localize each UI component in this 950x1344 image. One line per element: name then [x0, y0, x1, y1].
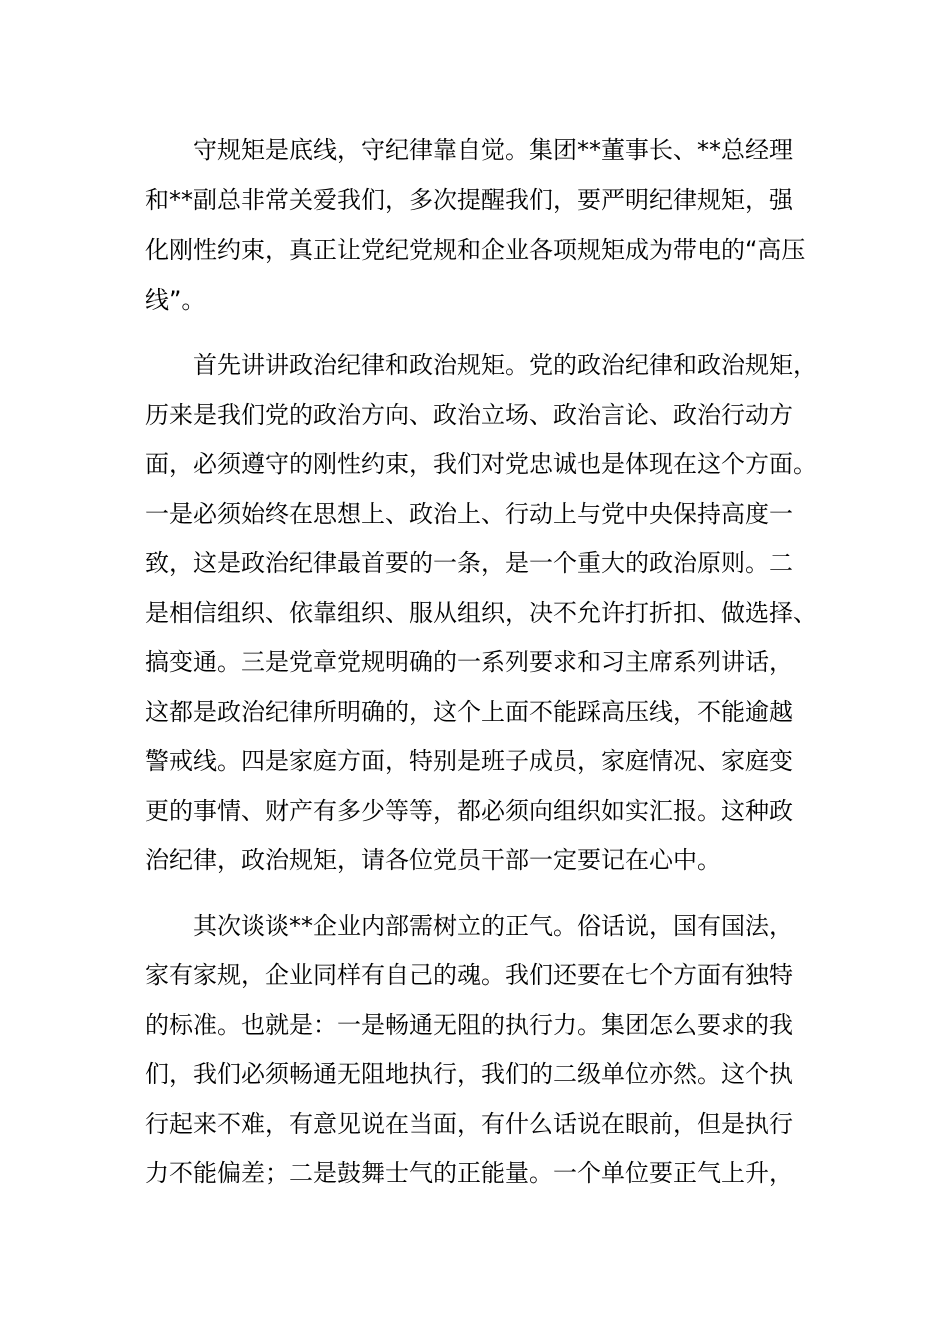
paragraph-line: 一是必须始终在思想上、政治上、行动上与党中央保持高度一: [145, 500, 793, 528]
paragraph-line: 致，这是政治纪律最首要的一条，是一个重大的政治原则。二: [145, 549, 793, 577]
paragraph-line: 首先讲讲政治纪律和政治规矩。党的政治纪律和政治规矩，: [193, 351, 817, 379]
paragraph-line: 更的事情、财产有多少等等，都必须向组织如实汇报。这种政: [145, 797, 793, 825]
paragraph-line: 面，必须遵守的刚性约束，我们对党忠诚也是体现在这个方面。: [145, 450, 817, 478]
paragraph-line: 们，我们必须畅通无阻地执行，我们的二级单位亦然。这个执: [145, 1060, 793, 1088]
paragraph-line: 化刚性约束，真正让党纪党规和企业各项规矩成为带电的“高压: [145, 236, 806, 264]
paragraph-line: 守规矩是底线，守纪律靠自觉。集团**董事长、**总经理: [193, 136, 793, 164]
paragraph-line: 家有家规，企业同样有自己的魂。我们还要在七个方面有独特: [145, 961, 793, 989]
paragraph-line: 其次谈谈**企业内部需树立的正气。俗话说，国有国法，: [193, 912, 793, 940]
paragraph-line: 力不能偏差；二是鼓舞士气的正能量。一个单位要正气上升，: [145, 1159, 793, 1187]
paragraph-line: 历来是我们党的政治方向、政治立场、政治言论、政治行动方: [145, 401, 793, 429]
paragraph-line: 搞变通。三是党章党规明确的一系列要求和习主席系列讲话，: [145, 648, 793, 676]
paragraph-line: 线”。: [145, 286, 206, 314]
paragraph-line: 行起来不难，有意见说在当面，有什么话说在眼前，但是执行: [145, 1110, 793, 1138]
paragraph-line: 这都是政治纪律所明确的，这个上面不能踩高压线，不能逾越: [145, 698, 793, 726]
paragraph-line: 和**副总非常关爱我们，多次提醒我们，要严明纪律规矩，强: [145, 186, 793, 214]
paragraph-line: 警戒线。四是家庭方面，特别是班子成员，家庭情况、家庭变: [145, 747, 793, 775]
paragraph-line: 是相信组织、依靠组织、服从组织，决不允许打折扣、做选择、: [145, 599, 817, 627]
paragraph-line: 治纪律，政治规矩，请各位党员干部一定要记在心中。: [145, 846, 721, 874]
paragraph-line: 的标准。也就是：一是畅通无阻的执行力。集团怎么要求的我: [145, 1011, 793, 1039]
